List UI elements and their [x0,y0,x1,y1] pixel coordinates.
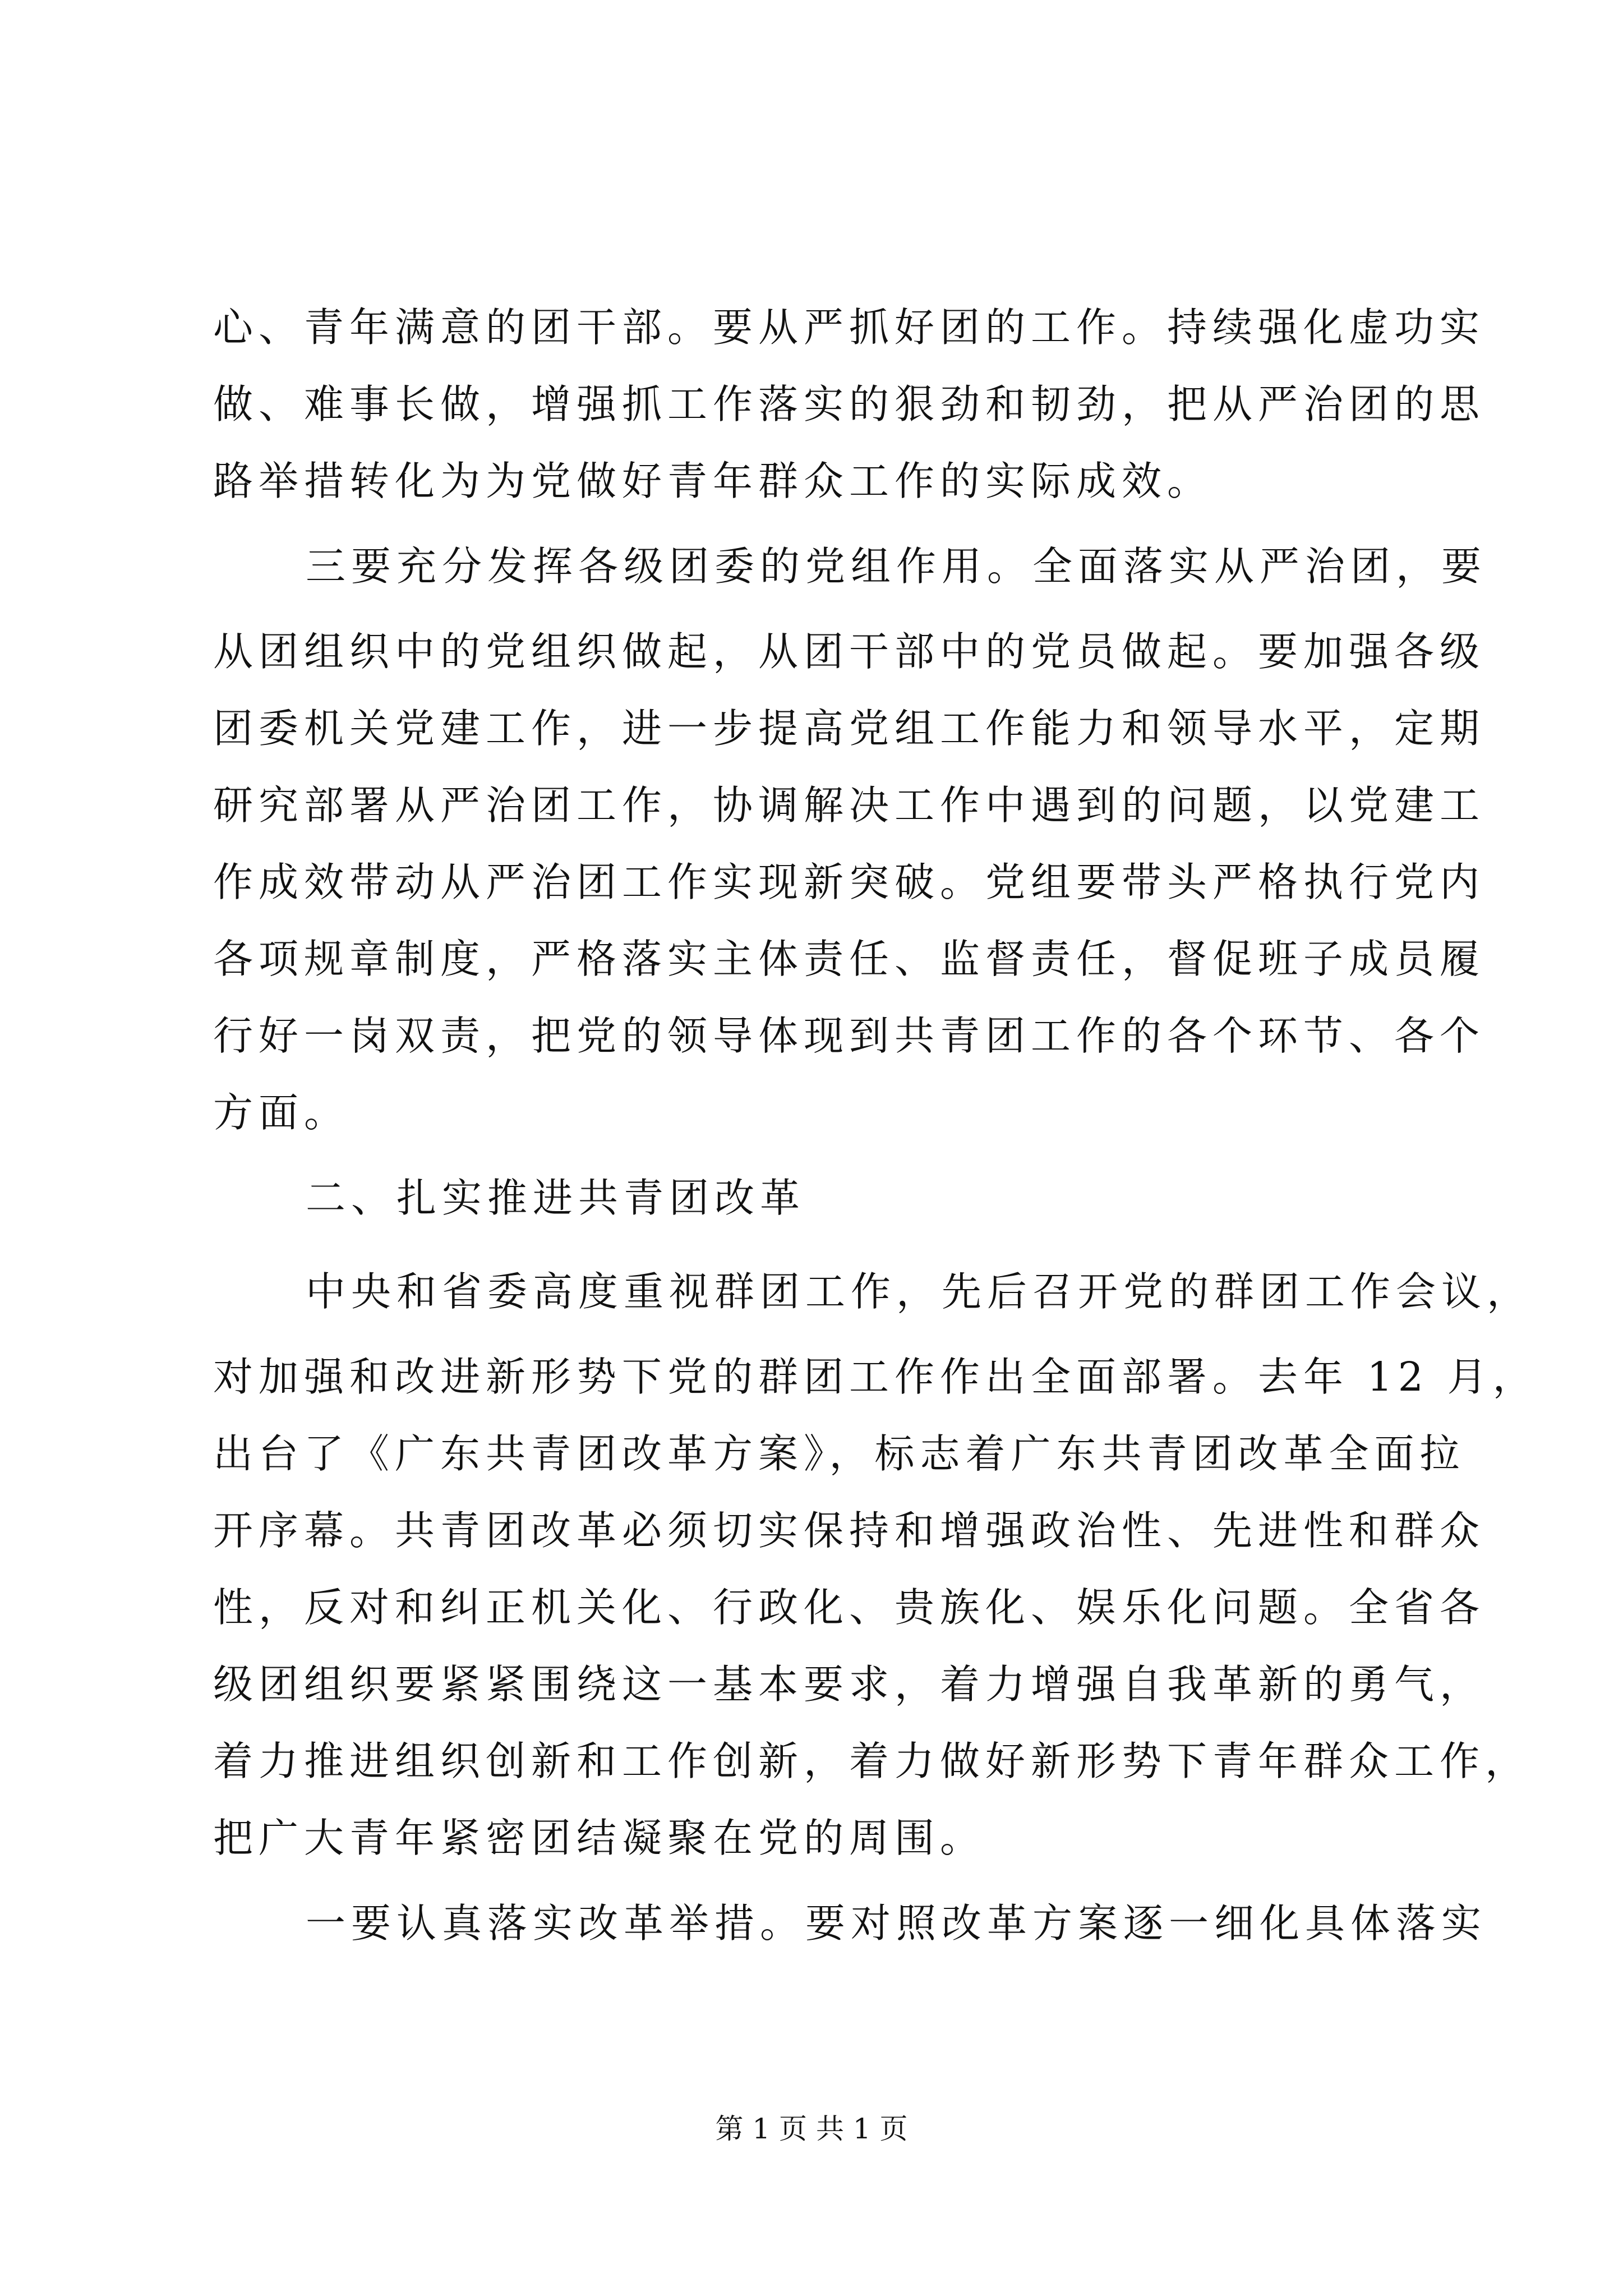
text-line: 做、难事长做，增强抓工作落实的狠劲和韧劲，把从严治团的思 [213,381,1486,427]
page-footer [0,2109,1623,2148]
text-line: 研究部署从严治团工作，协调解决工作中遇到的问题，以党建工 [213,782,1486,829]
text-line: 着力推进组织创新和工作创新，着力做好新形势下青年群众工作， [213,1738,1531,1784]
text-line: 方面。 [213,1089,350,1136]
paragraph-start-line: 中央和省委高度重视群团工作，先后召开党的群团工作会议， [306,1268,1533,1315]
text-line: 团委机关党建工作，进一步提高党组工作能力和领导水平，定期 [213,705,1486,752]
text-line: 从团组织中的党组织做起，从团干部中的党员做起。要加强各级 [213,628,1486,675]
text-line: 开序幕。共青团改革必须切实保持和增强政治性、先进性和群众 [213,1507,1486,1554]
text-line: 行好一岗双责，把党的领导体现到共青团工作的各个环节、各个 [213,1013,1486,1059]
text-line: 对加强和改进新形势下党的群团工作作出全面部署。去年 12 月， [213,1354,1538,1400]
text-line: 把广大青年紧密团结凝聚在党的周围。 [213,1815,986,1861]
section-heading: 二、扎实推进共青团改革 [306,1175,806,1221]
text-line: 心、青年满意的团干部。要从严抓好团的工作。持续强化虚功实 [213,304,1486,351]
text-line: 作成效带动从严治团工作实现新突破。党组要带头严格执行党内 [213,859,1486,905]
text-line: 性，反对和纠正机关化、行政化、贵族化、娱乐化问题。全省各 [213,1584,1486,1631]
text-line: 级团组织要紧紧围绕这一基本要求，着力增强自我革新的勇气， [213,1661,1486,1708]
text-line: 路举措转化为为党做好青年群众工作的实际成效。 [213,458,1213,504]
paragraph-start-line: 一要认真落实改革举措。要对照改革方案逐一细化具体落实 [306,1900,1487,1947]
page-number-label: 第 1 页 共 1 页 [715,2113,908,2145]
text-line: 出台了《广东共青团改革方案》，标志着广东共青团改革全面拉 [213,1430,1465,1477]
document-body [213,289,1538,1970]
text-line: 各项规章制度，严格落实主体责任、监督责任，督促班子成员履 [213,936,1486,982]
paragraph-start-line: 三要充分发挥各级团委的党组作用。全面落实从严治团，要 [306,543,1487,590]
